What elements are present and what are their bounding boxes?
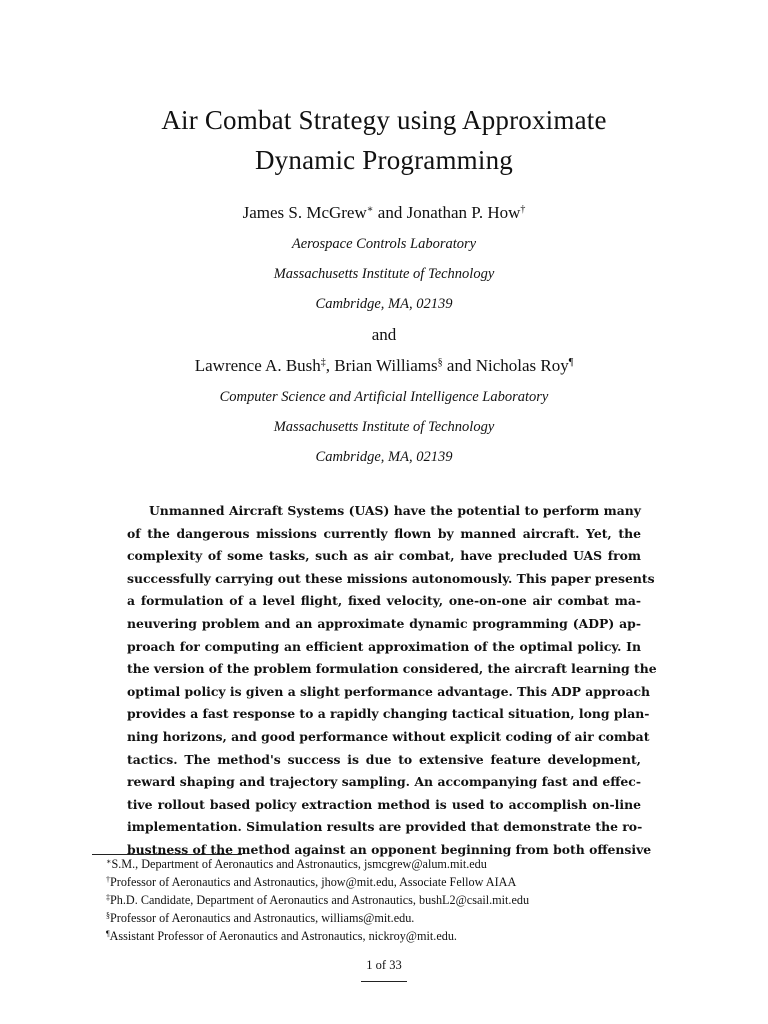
- affiliation-institute: Massachusetts Institute of Technology: [273, 266, 495, 282]
- author-name: James S. McGrew: [242, 203, 367, 222]
- page-number: 1 of 33: [366, 958, 402, 972]
- paper-title: [0, 100, 768, 180]
- footnote-text: Ph.D. Candidate, Department of Aeronautics and Astronautics, bushL2@csail.mit.edu: [110, 893, 530, 907]
- affiliation-address: Cambridge, MA, 02139: [315, 449, 453, 465]
- footnote-text: Assistant Professor of Aeronautics and Astronautics, nickroy@mit.edu.: [109, 929, 457, 943]
- footnote-text: Professor of Aeronautics and Astronautics, williams@mit.edu.: [110, 911, 415, 925]
- author-line-2: [0, 356, 768, 376]
- author-separator: ,: [325, 356, 335, 375]
- footnote-marker: †: [520, 204, 526, 215]
- author-name: Jonathan P. How: [406, 203, 521, 222]
- footnote: [106, 909, 529, 927]
- affiliation-lab: Computer Science and Artificial Intelligence Laboratory: [219, 389, 549, 405]
- footnotes: [106, 855, 529, 945]
- footnote: [106, 927, 529, 945]
- abstract-line: tive rollout based policy extraction method is used to accomplish on-line: [127, 796, 641, 812]
- title-line-2: Dynamic Programming: [254, 145, 513, 175]
- author-name: Lawrence A. Bush: [194, 356, 321, 375]
- author-joiner: and: [373, 203, 407, 222]
- footnote-marker: §: [437, 357, 443, 368]
- abstract-line: of the dangerous missions currently flown by manned aircraft. Yet, the: [127, 525, 641, 541]
- author-line-1: [0, 203, 768, 223]
- footnote: [106, 873, 529, 891]
- page-number-underline: [361, 981, 407, 982]
- footnote: [106, 855, 529, 873]
- title-line-1: Air Combat Strategy using Approximate: [161, 105, 607, 135]
- abstract-line: a formulation of a level flight, fixed velocity, one-on-one air combat ma-: [127, 593, 641, 609]
- footnote-text: S.M., Department of Aeronautics and Astronautics, jsmcgrew@alum.mit.edu: [111, 857, 487, 871]
- abstract-line: tactics. The method's success is due to extensive feature development,: [127, 751, 641, 767]
- abstract-line: ning horizons, and good performance without explicit coding of air combat: [127, 728, 650, 744]
- author-name: Brian Williams: [334, 356, 438, 375]
- abstract-line: bustness of the method against an opponent beginning from both offensive: [127, 841, 652, 857]
- abstract-line: proach for computing an efficient approximation of the optimal policy. In: [127, 638, 641, 654]
- footnote-marker: ∗: [366, 204, 374, 215]
- footnote-marker: ∗: [106, 857, 112, 866]
- abstract-line: implementation. Simulation results are provided that demonstrate the ro-: [127, 819, 643, 835]
- footnote-marker: †: [106, 875, 110, 884]
- abstract-line: reward shaping and trajectory sampling. An accompanying fast and effec-: [127, 774, 641, 790]
- footnote-text: Professor of Aeronautics and Astronautics, jhow@mit.edu, Associate Fellow AIAA: [110, 875, 517, 889]
- author-joiner: and: [442, 356, 476, 375]
- footnote-marker: ‡: [320, 357, 326, 368]
- abstract: [127, 500, 657, 862]
- abstract-line: neuvering problem and an approximate dynamic programming (ADP) ap-: [127, 615, 641, 631]
- abstract-line: Unmanned Aircraft Systems (UAS) have the potential to perform many: [149, 503, 641, 518]
- affiliation-address: Cambridge, MA, 02139: [315, 296, 453, 312]
- author-name: Nicholas Roy: [475, 356, 569, 375]
- affiliation-institute: Massachusetts Institute of Technology: [273, 419, 495, 435]
- and-separator: and: [371, 325, 397, 344]
- abstract-line: optimal policy is given a slight performance advantage. This ADP approach: [127, 683, 651, 699]
- footnote-marker: ¶: [568, 357, 574, 368]
- footnote-marker: ‡: [106, 893, 110, 902]
- affiliation-lab: Aerospace Controls Laboratory: [291, 236, 477, 252]
- footnote-marker: §: [106, 911, 110, 920]
- abstract-line: provides a fast response to a rapidly changing tactical situation, long plan-: [127, 706, 650, 722]
- abstract-line: the version of the problem formulation considered, the aircraft learning the: [127, 661, 657, 677]
- abstract-line: complexity of some tasks, such as air combat, have precluded UAS from: [127, 548, 641, 564]
- abstract-line: successfully carrying out these missions autonomously. This paper presents: [127, 570, 655, 586]
- footnote: [106, 891, 529, 909]
- footnote-marker: ¶: [106, 929, 110, 938]
